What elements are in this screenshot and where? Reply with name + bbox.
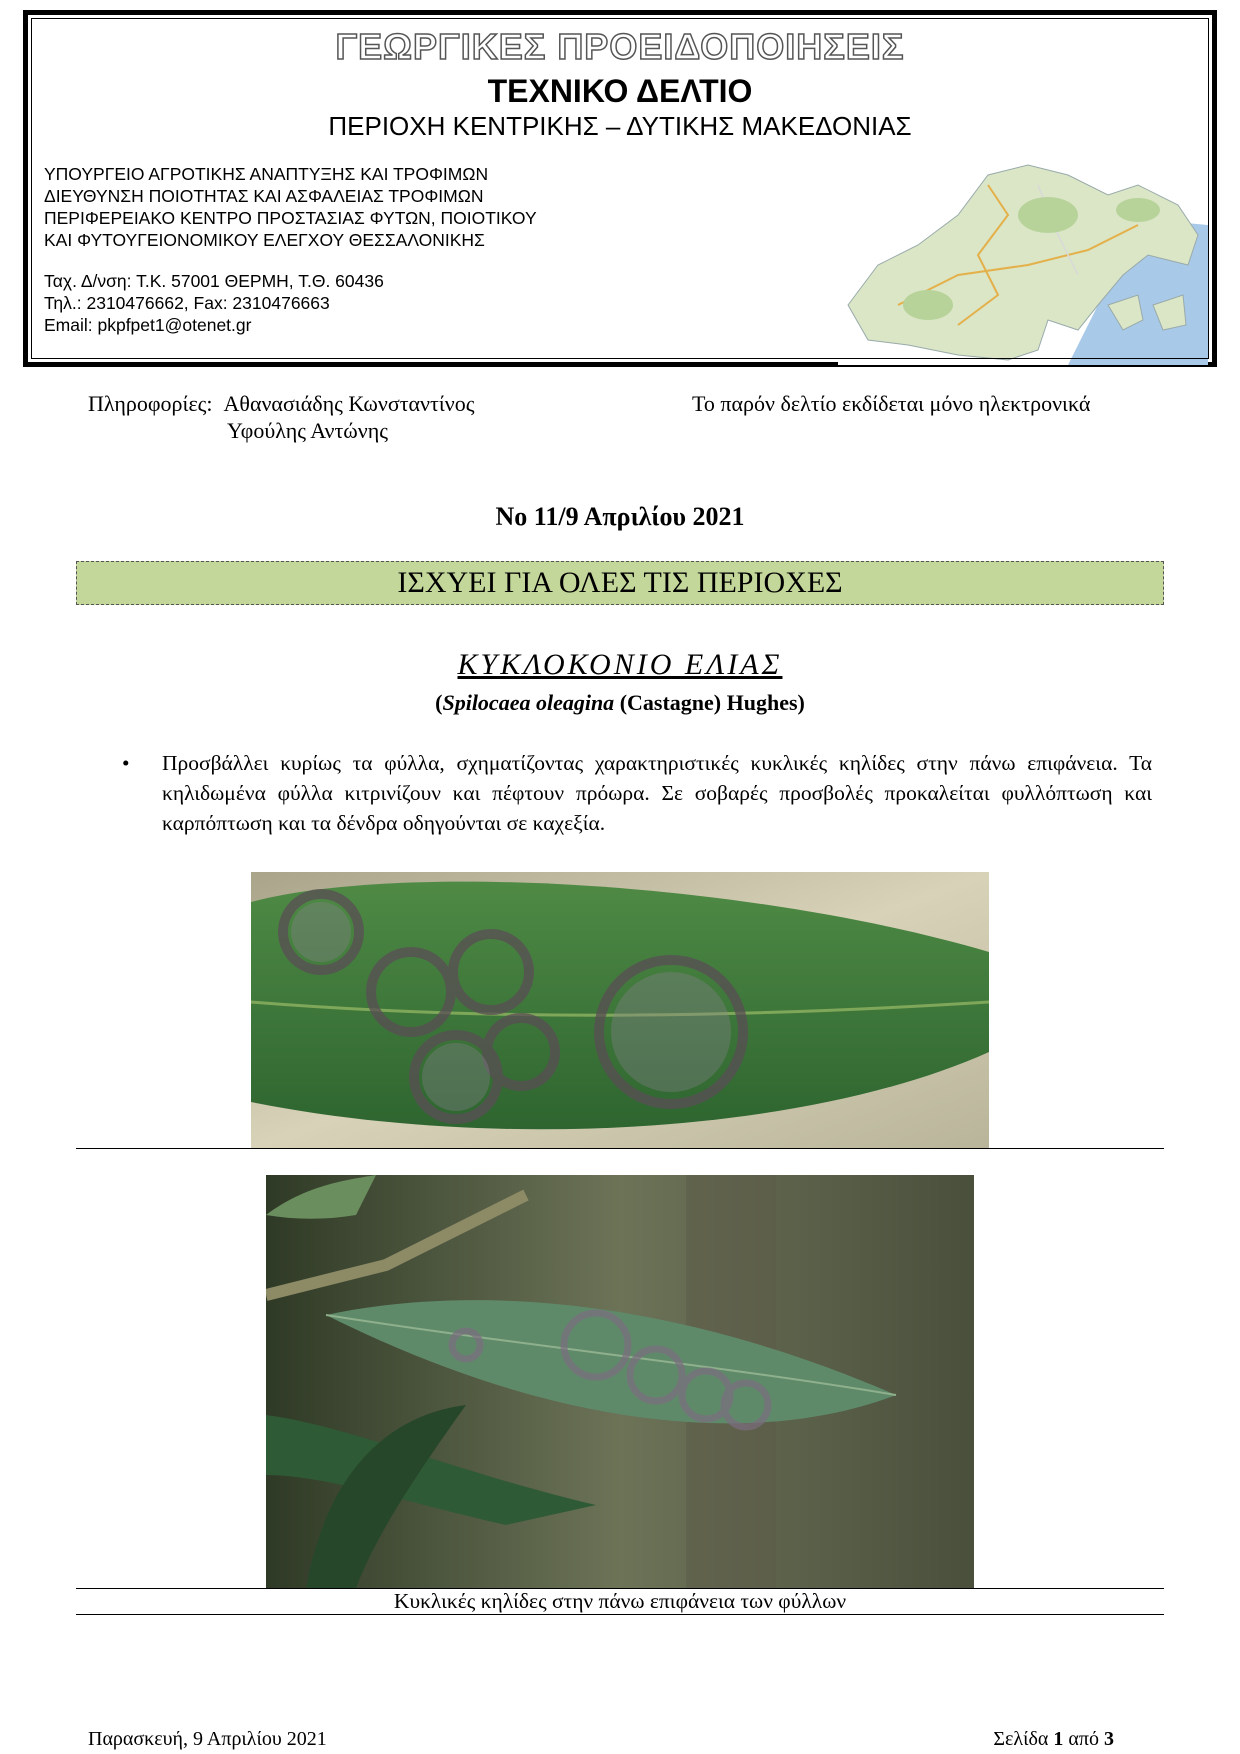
page-current: 1 [1053, 1728, 1064, 1750]
genus-species: Spilocaea oleagina [442, 690, 615, 715]
bullet-dot: • [122, 751, 130, 775]
issue-number: Νο 11/9 Απριλίου 2021 [495, 502, 745, 531]
divider [76, 1614, 1164, 1615]
page-of: από [1063, 1728, 1104, 1750]
contact-person: Υφούλης Αντώνης [227, 418, 388, 443]
leaf-photo-1 [251, 872, 989, 1148]
contact-block [44, 270, 384, 336]
divider [76, 1148, 1164, 1149]
scientific-name [0, 690, 1240, 716]
bullet-item: Προσβάλλει κυρίως τα φύλλα, σχηματίζοντας χαρακτηριστικές κυκλικές κηλίδες στην πάνω επιφάνεια. Τα κηλιδωμένα φύλλα κιτρινίζουν και πέφτουν πρόωρα. Σε σοβαρές προσβολές προκαλείται φυλλόπτωση και καρπόπτωση και τα δένδρα οδηγούνται σε καχεξία. [162, 751, 1152, 835]
photo-caption: Κυκλικές κηλίδες στην πάνω επιφάνεια των φύλλων [393, 1589, 847, 1613]
information-label: Πληροφορίες: [88, 391, 213, 416]
region-map-image [838, 155, 1208, 365]
technical-bulletin-title: ΤΕΧΝΙΚΟ ΔΕΛΤΙΟ [487, 73, 753, 109]
email: Email: pkpfpet1@otenet.gr [44, 315, 252, 335]
leaf-photo-2 [266, 1175, 974, 1588]
information-block [88, 390, 474, 444]
phone-fax: Τηλ.: 2310476662, Fax: 2310476663 [44, 293, 330, 313]
disease-title: ΚΥΚΛΟΚΟΝΙΟ ΕΛΙΑΣ [457, 648, 783, 681]
scope-banner: ΙΣΧΥΕΙ ΓΙΑ ΟΛΕΣ ΤΙΣ ΠΕΡΙΟΧΕΣ [76, 561, 1164, 605]
contact-person: Αθανασιάδης Κωνσταντίνος [223, 391, 475, 416]
authority: (Castagne) Hughes) [614, 690, 805, 715]
page-number [993, 1728, 1114, 1751]
ministry-block [44, 163, 537, 251]
header-box [23, 10, 1217, 367]
footer-date: Παρασκευή, 9 Απριλίου 2021 [88, 1728, 327, 1750]
ministry-line: ΥΠΟΥΡΓΕΙΟ ΑΓΡΟΤΙΚΗΣ ΑΝΑΠΤΥΞΗΣ ΚΑΙ ΤΡΟΦΙΜΩΝ [44, 164, 489, 184]
ministry-line: ΔΙΕΥΘΥΝΣΗ ΠΟΙΟΤΗΤΑΣ ΚΑΙ ΑΣΦΑΛΕΙΑΣ ΤΡΟΦΙΜΩΝ [44, 186, 484, 206]
page-label: Σελίδα [993, 1728, 1054, 1750]
paren: ( [435, 690, 443, 715]
page-total: 3 [1104, 1728, 1114, 1750]
region-title: ΠΕΡΙΟΧΗ ΚΕΝΤΡΙΚΗΣ – ΔΥΤΙΚΗΣ ΜΑΚΕΔΟΝΙΑΣ [328, 111, 912, 141]
address: Ταχ. Δ/νση: Τ.Κ. 57001 ΘΕΡΜΗ, Τ.Θ. 60436 [44, 271, 384, 291]
banner-title: ΓΕΩΡΓΙΚΕΣ ΠΡΟΕΙΔΟΠΟΙΗΣΕΙΣ [335, 26, 905, 67]
bullet-list [122, 748, 1152, 838]
ministry-line: ΠΕΡΙΦΕΡΕΙΑΚΟ ΚΕΝΤΡΟ ΠΡΟΣΤΑΣΙΑΣ ΦΥΤΩΝ, ΠΟΙΟΤΙΚΟΥ [44, 208, 537, 228]
electronic-issue-note: Το παρόν δελτίο εκδίδεται μόνο ηλεκτρονικά [692, 391, 1091, 416]
ministry-line: ΚΑΙ ΦΥΤΟΥΓΕΙΟΝΟΜΙΚΟΥ ΕΛΕΓΧΟΥ ΘΕΣΣΑΛΟΝΙΚΗΣ [44, 230, 485, 250]
